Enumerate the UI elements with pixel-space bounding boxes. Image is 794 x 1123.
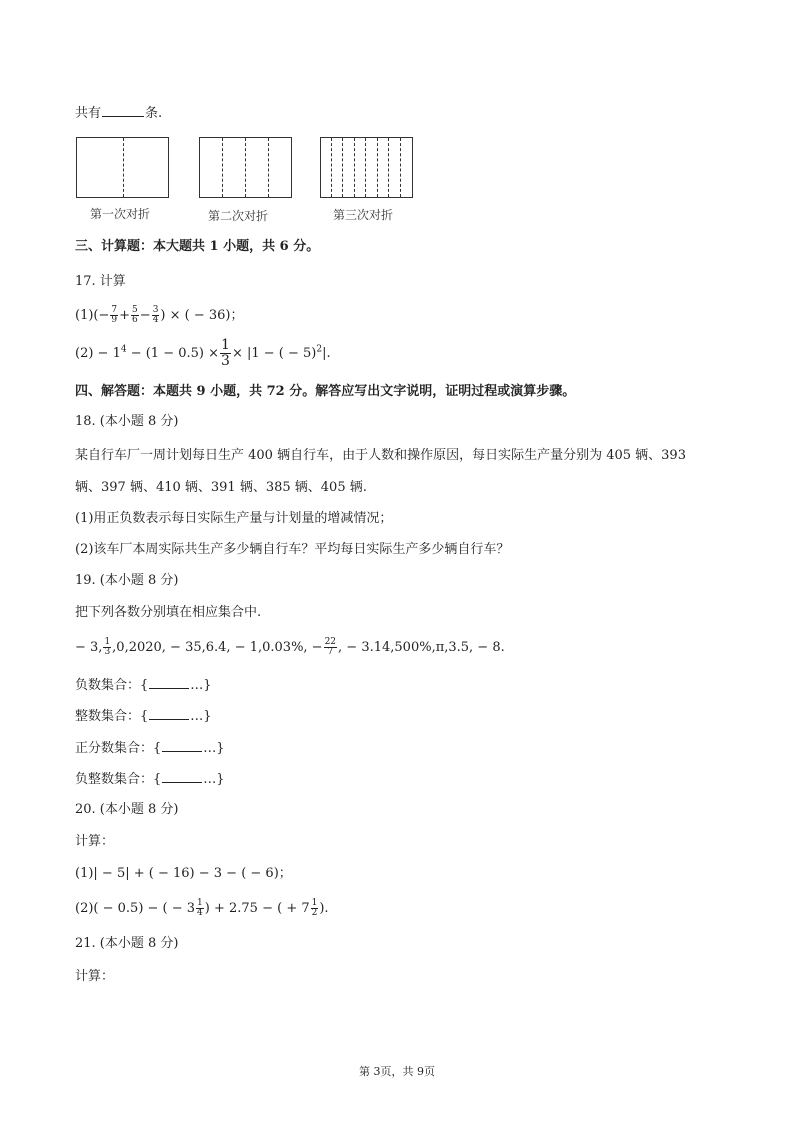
q19-number-list: − 3, $\frac{1}{3}$ ,0,2020, − 35,6.4, − 1,0.03%, − $\frac{22}{7}$ , − 3.14,500%,π,3.5, − 8. (75, 637, 505, 657)
q20-intro: 计算： (75, 834, 115, 849)
answer-blank (149, 707, 189, 720)
paper-rect (320, 137, 413, 198)
q19-intro: 把下列各数分别填在相应集合中. (75, 605, 262, 620)
fold-line (365, 138, 366, 197)
set-integer: 整数集合：{ …} (75, 709, 212, 724)
question-number: 20. (本小题 8 分) (75, 802, 179, 817)
fraction: $\frac{22}{7}$ (324, 637, 337, 657)
fold-line (222, 138, 223, 197)
q18-part1: (1)用正负数表示每日实际生产量与计划量的增减情况； (75, 511, 393, 526)
section-heading: 三、计算题：本大题共 1 小题，共 6 分。 (75, 239, 320, 254)
answer-blank (162, 739, 202, 752)
fraction: $\frac{1}{3}$ (104, 637, 111, 657)
fold-line (388, 138, 389, 197)
answer-blank (149, 676, 189, 689)
fraction: $\frac{1}{4}$ (197, 898, 203, 918)
set-positive-fraction: 正分数集合：{ …} (75, 741, 225, 756)
fold-line (377, 138, 378, 197)
answer-blank (102, 104, 144, 117)
fold-line (123, 138, 124, 197)
set-negative: 负数集合：{ …} (75, 678, 212, 693)
fold-line (400, 138, 401, 197)
q17-part1: (1)(− $\frac{7}{9}$ + $\frac{5}{6}$ − $\frac{3}{4}$ ) × ( − 36)； (75, 305, 244, 325)
fold-caption: 第三次对折 (333, 208, 394, 222)
question-number: 17. 计算 (75, 274, 126, 289)
q18-text-line2: 辆、397 辆、410 辆、391 辆、385 辆、405 辆. (75, 480, 367, 495)
answer-blank (162, 770, 202, 783)
fold-line (268, 138, 269, 197)
paper-rect (76, 137, 169, 198)
fraction: $\frac{1}{2}$ (311, 898, 318, 918)
page-footer: 第 3页，共 9页 (359, 1065, 435, 1078)
q18-text-line1: 某自行车厂一周计划每日生产 400 辆自行车，由于人数和操作原因，每日实际生产量分别为 405 辆、393 (75, 448, 686, 463)
fold-line (354, 138, 355, 197)
section-heading: 四、解答题：本题共 9 小题，共 72 分。解答应写出文字说明，证明过程或演算步骤。 (75, 384, 576, 399)
q17-part2: $(2) - 1^4 - (1 - 0.5)$ × $\frac{1}{3}$ × |1 − ( − 5)$^2$|. (75, 337, 331, 369)
set-negative-integer: 负整数集合：{ …} (75, 772, 225, 787)
question-number: 21. (本小题 8 分) (75, 936, 179, 951)
q16-tail: 共有 条. (75, 106, 163, 121)
fold-caption: 第一次对折 (90, 207, 151, 221)
fold-line (342, 138, 343, 197)
fold-line (245, 138, 246, 197)
q20-part1: (1)| − 5| + ( − 16) − 3 − ( − 6)； (75, 866, 292, 881)
fraction: $\frac{3}{4}$ (152, 305, 159, 325)
fold-line (331, 138, 332, 197)
fold-caption: 第二次对折 (208, 209, 269, 223)
question-number: 19. (本小题 8 分) (75, 573, 179, 588)
q20-part2: (2)( − 0.5) − ( − 3 $\frac{1}{4}$ ) + 2.75 − ( + 7 $\frac{1}{2}$ ). (75, 898, 329, 918)
q18-part2: (2)该车厂本周实际共生产多少辆自行车？平均每日实际生产多少辆自行车？ (75, 542, 510, 557)
fraction: $\frac{1}{3}$ (221, 337, 230, 369)
q21-intro: 计算： (75, 969, 115, 984)
question-number: 18. (本小题 8 分) (75, 414, 179, 429)
fraction: $\frac{7}{9}$ (111, 305, 118, 325)
fraction: $\frac{5}{6}$ (132, 305, 138, 325)
paper-rect (199, 137, 292, 198)
